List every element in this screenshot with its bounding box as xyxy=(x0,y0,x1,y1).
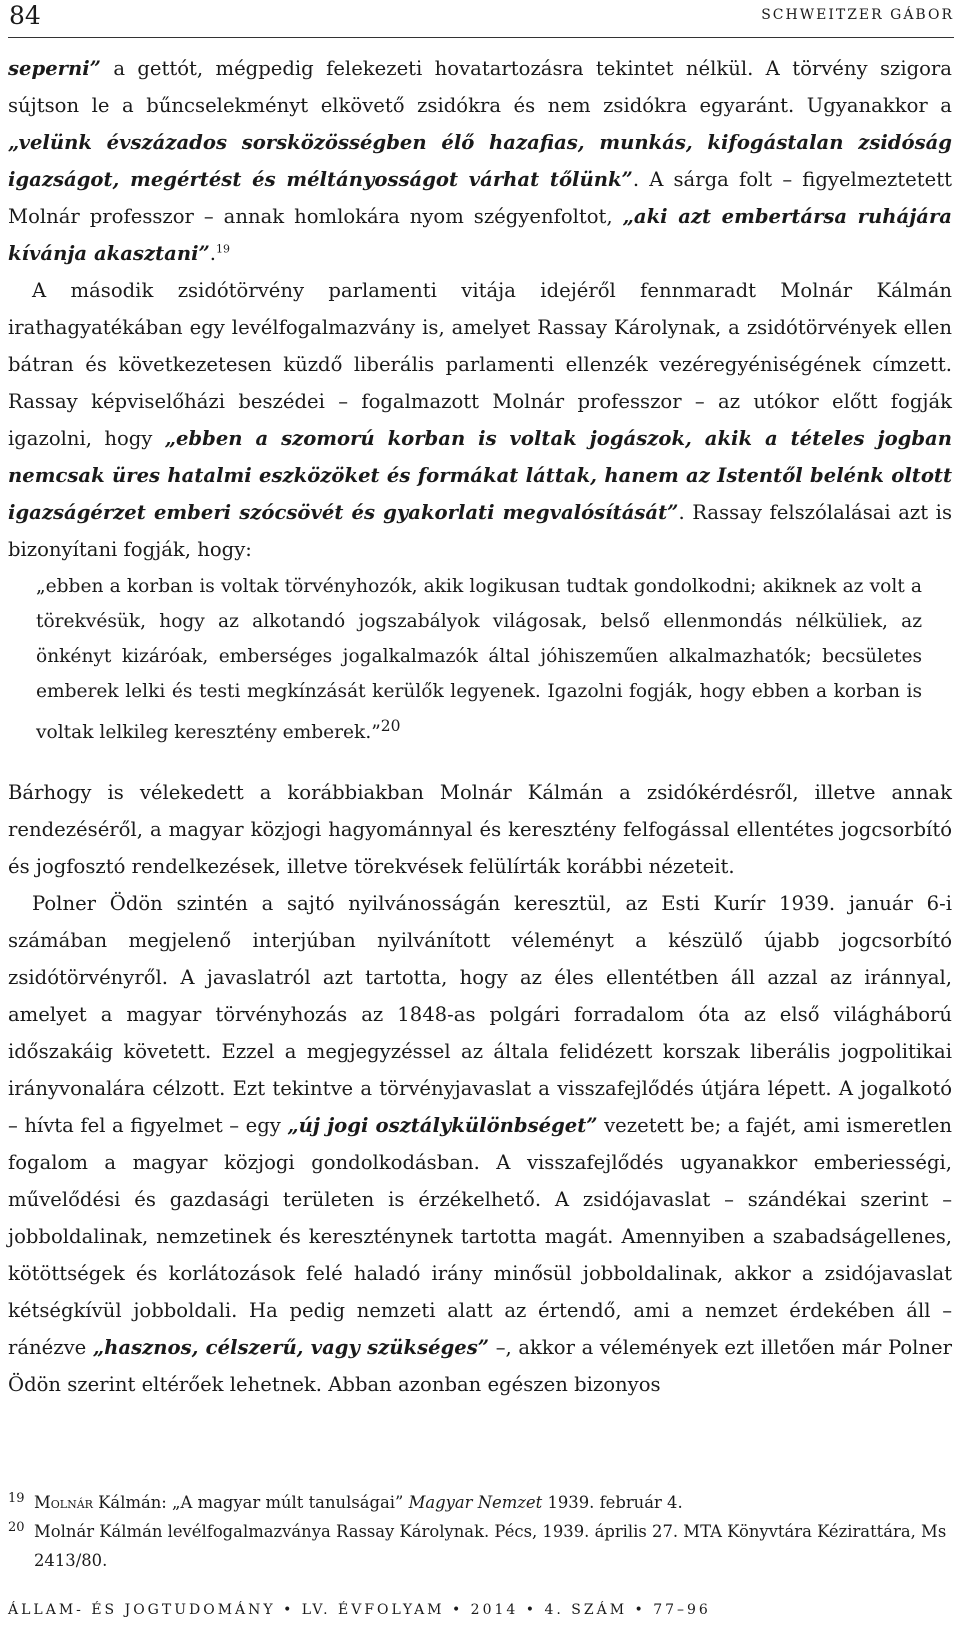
footnote-number: 20 xyxy=(8,1520,25,1535)
body-text-bottom xyxy=(8,774,952,1403)
text-run: vezetett be; a fajét, ami ismeretlen fogalom a magyar közjogi gondolkodásban. A visszafejlődés ugyanakkor emberiességi, művelődési és gazdasági területen is érzékelhető. A zsidójavaslat – szándékai szerint – jobboldalinak, nemzetinek és kereszténynek tartotta magát. Amennyiben a szabadságellenes, kötöttségek és korlátozások felé haladó irány minősül jobboldalinak, akkor a zsidójavaslat kétségkívül jobboldali. Ha pedig nemzeti alatt az értendő, ami a nemzet érdekében áll – ránézve xyxy=(8,1114,953,1359)
footnote-19 xyxy=(8,1488,952,1517)
paragraph-3 xyxy=(8,774,952,885)
emphasis: „aki azt embertársa ruhájára kívánja akasztani” xyxy=(8,205,952,265)
quote-paragraph xyxy=(36,569,922,750)
emphasis: „hasznos, célszerű, vagy szükséges” xyxy=(92,1336,490,1359)
text-run: . xyxy=(209,242,217,265)
emphasis: „velünk évszázados sorsközösségben élő hazafias, munkás, kifogástalan zsidóság igazságot, megértést és méltányosságot várhat tőlünk” xyxy=(8,131,952,191)
quote-text: „ebben a korban is voltak törvényhozók, akik logikusan tudtak gondolkodni; akiknek az volt a törekvésük, hogy az alkotandó jogszabályok világosak, belső ellenmondás nélküliek, az önkényt kizáróak, emberséges jogalkalmazók által jóhiszeműen alkalmazhatók; becsületes emberek lelki és testi megkínzását kerülők legyenek. Igazolni fogják, hogy ebben a korban is voltak lelkileg keresztény emberek.” xyxy=(36,576,922,744)
text-run: Bárhogy is vélekedett a korábbiakban Molnár Kálmán a zsidókérdésről, illetve annak rendezéséről, a magyar közjogi hagyománnyal és keresztény felfogással ellentétes jogcsorbító és jogfosztó rendelkezések, illetve törekvések felülírták korábbi nézeteit. xyxy=(8,781,952,878)
text-run: A második zsidótörvény parlamenti vitája idejéről fennmaradt Molnár Kálmán irathagyatékában egy levélfogalmazvány is, amelyet Rassay Károlynak, a zsidótörvények ellen bátran és következetesen küzdő liberális parlamenti ellenzék vezéregyéniségének címzett. Rassay képviselőházi beszédei – fogalmazott Molnár professzor – az utókor előtt fogják igazolni, hogy xyxy=(8,279,952,450)
text-run: –, akkor a vélemények ezt illetően már Polner Ödön szerint eltérőek lehetnek. Abban azonban egészen bizonyos xyxy=(8,1336,953,1396)
body-text-top xyxy=(8,50,952,568)
footnotes xyxy=(8,1488,952,1575)
emphasis: seperni” xyxy=(8,57,101,80)
text-run: a gettót, mégpedig felekezeti hovatartozásra tekintet nélkül. A törvény szigora sújtson le a bűncselekményt elkövető zsidókra és nem zsidókra egyaránt. Ugyanakkor a xyxy=(8,57,952,117)
text-run: . Rassay felszólalásai azt is bizonyítani fogják, hogy: xyxy=(8,501,952,561)
footnote-20 xyxy=(8,1517,952,1575)
paragraph-1 xyxy=(8,50,952,272)
footnote-text: Kálmán: „A magyar múlt tanulságai” xyxy=(92,1493,409,1512)
footnote-text: Molnár Kálmán levélfogalmazványa Rassay Károlynak. Pécs, 1939. április 27. MTA Könyvtára Kézirattára, Ms 2413/80. xyxy=(34,1522,947,1570)
emphasis: „ebben a szomorú korban is voltak jogászok, akik a tételes jogban nemcsak üres hatalmi eszközöket és formákat láttak, hanem az Istentől belénk oltott igazságérzet emberi szócsövét és gyakorlati megvalósítását” xyxy=(8,427,952,524)
emphasis: „új jogi osztálykülönbséget” xyxy=(287,1114,598,1137)
page-number: 84 xyxy=(9,1,41,30)
text-run: Polner Ödön szintén a sajtó nyilvánosságán keresztül, az Esti Kurír 1939. január 6-i számában megjelenő interjúban nyilvánított véleményt a készülő újabb jogcsorbító zsidótörvényről. A javaslatról azt tartotta, hogy az éles ellentétben áll azzal az iránnyal, amelyet a magyar törvényhozás az 1848-as polgári forradalom óta az első világháború időszakáig követett. Ezzel a megjegyzéssel az általa felidézett korszak liberális jogpolitikai irányvonalára célzott. Ezt tekintve a törvényjavaslat a visszafejlődés útjára lépett. A jogalkotó – hívta fel a figyelmet – egy xyxy=(8,892,952,1137)
running-head-author: SCHWEITZER GÁBOR xyxy=(761,7,954,23)
page-footer: ÁLLAM- ÉS JOGTUDOMÁNY • LV. ÉVFOLYAM • 2014 • 4. SZÁM • 77–96 xyxy=(8,1602,711,1618)
block-quote xyxy=(36,569,922,750)
footnote-ref-19[interactable]: 19 xyxy=(216,242,231,256)
footnote-journal: Magyar Nemzet xyxy=(408,1493,543,1512)
footnote-ref-20[interactable]: 20 xyxy=(380,717,401,735)
paragraph-4 xyxy=(8,885,952,1403)
footnote-text: 1939. február 4. xyxy=(542,1493,683,1512)
text-run: . A sárga folt – figyelmeztetett Molnár professzor – annak homlokára nyom szégyenfoltot, xyxy=(8,168,952,228)
footnote-number: 19 xyxy=(8,1491,25,1506)
header-rule xyxy=(8,37,954,38)
footnote-author: Molnár xyxy=(34,1493,93,1512)
paragraph-2 xyxy=(8,272,952,568)
